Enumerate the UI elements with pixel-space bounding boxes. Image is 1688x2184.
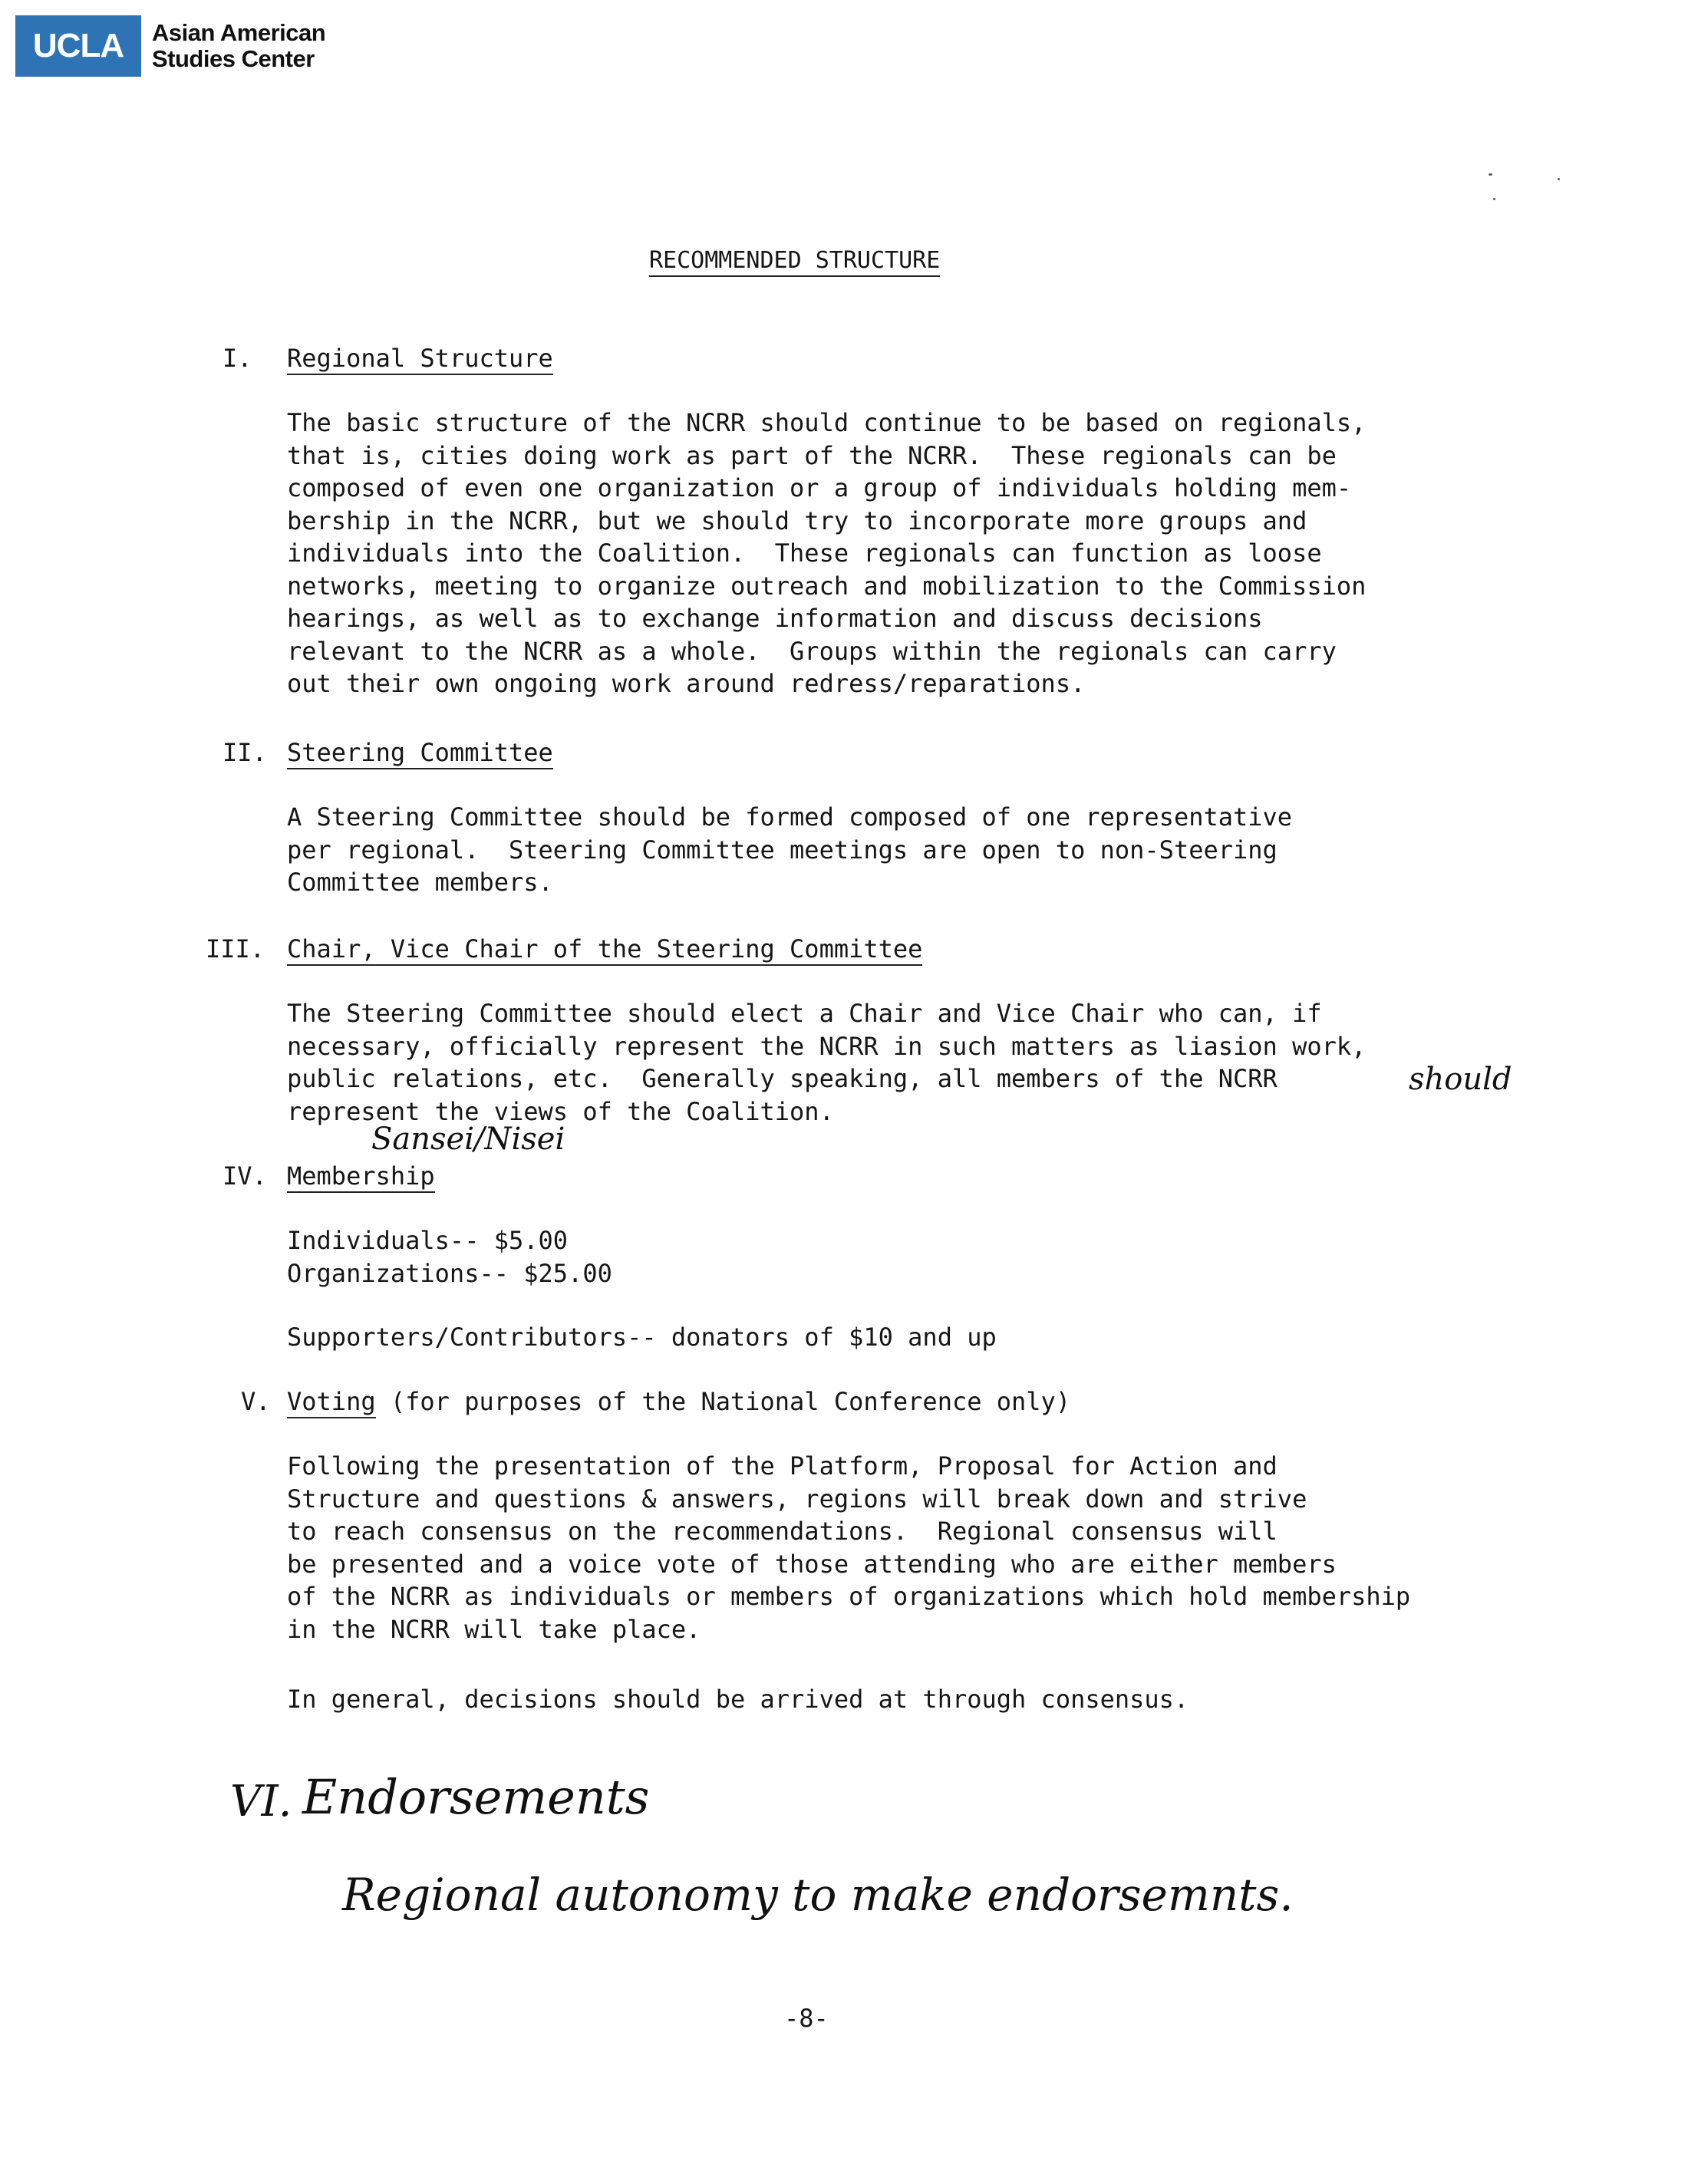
section-3-body: The Steering Committee should elect a Chair and Vice Chair who can, if necessary, officially represent the NCRR in such matters as liasion work, public relations, etc. Generally speaking, all members of the NCRR represent the views of the Coalition. [287,999,1367,1126]
handwritten-section-6-heading: Endorsements [302,1769,650,1825]
section-5-closing: In general, decisions should be arrived at through consensus. [287,1685,1189,1714]
logo-line-2: Studies Center [152,45,315,72]
logo-line-1: Asian American [152,19,326,46]
section-4-heading-text: Membership [287,1161,435,1193]
section-3-number: III. [206,934,265,964]
ucla-logo [15,15,325,77]
section-3-heading [287,934,922,964]
document-title: RECOMMENDED STRUCTURE [649,247,940,277]
section-5-number: V. [241,1387,271,1416]
section-1-heading-text: Regional Structure [287,344,553,375]
section-4-heading [287,1161,435,1191]
section-3-heading-text: Chair, Vice Chair of the Steering Committee [287,934,922,966]
handwritten-section-6-body: Regional autonomy to make endorsemnts. [342,1869,1294,1921]
section-5-heading-text: Voting [287,1387,376,1418]
section-5-heading [287,1387,1070,1416]
handwritten-section-6-number: VI. [230,1777,292,1827]
scan-speck [1493,198,1495,200]
section-1-heading [287,344,553,373]
logo-text [152,20,325,72]
section-2-heading-text: Steering Committee [287,738,553,769]
section-1-body: The basic structure of the NCRR should continue to be based on regionals, that is, cities doing work as part of the NCRR. These regionals can be composed of even one organization or a group of individuals holding mem- bership in the NCRR, but we should try to incorporate more groups and individuals into the Coalition. These regionals can function as loose networks, meeting to organize outreach and mobilization to the Commission hearings, as well as to exchange information and discuss decisions relevant to the NCRR as a whole. Groups within the regionals can carry out their own ongoing work around redress/reparations. [287,408,1367,698]
section-5-body: Following the presentation of the Platform, Proposal for Action and Structure and questions & answers, regions will break down and strive to reach consensus on the recommendations. Regional consensus will be presented and a voice vote of those attending who are either members of the NCRR as individuals or members of organizations which hold membership in the NCRR will take place. [287,1451,1411,1644]
section-4-number: IV. [223,1161,267,1191]
scan-speck [1558,178,1560,180]
membership-fees: Individuals-- $5.00 Organizations-- $25.00 [287,1226,612,1288]
page-number: -8- [784,2004,829,2033]
handwritten-insert-should: should [1409,1062,1512,1097]
logo-mark: UCLA [15,15,141,77]
scan-speck [1489,173,1492,176]
section-2-heading [287,738,553,767]
membership-supporters: Supporters/Contributors-- donators of $10 and up [287,1323,997,1352]
handwritten-insert-sansei-nisei: Sansei/Nisei [371,1122,565,1157]
section-1-number: I. [223,344,252,373]
section-5-heading-note: (for purposes of the National Conference only) [390,1387,1071,1416]
section-2-body: A Steering Committee should be formed composed of one representative per regional. Steering Committee meetings are open to non-Steering Committee members. [287,802,1293,897]
section-2-number: II. [223,738,267,767]
